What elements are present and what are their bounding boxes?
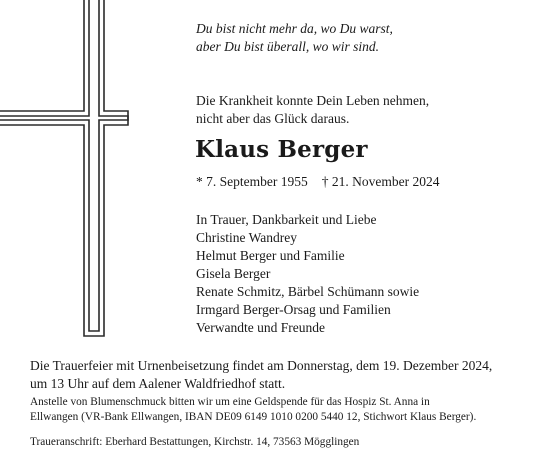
donation-info bbox=[30, 395, 476, 424]
motto-line-2: aber Du bist überall, wo wir sind. bbox=[196, 39, 380, 54]
mourner-item: Verwandte und Freunde bbox=[196, 320, 325, 335]
mourners-list bbox=[196, 211, 419, 337]
motto-line-1: Du bist nicht mehr da, wo Du warst, bbox=[196, 21, 393, 36]
motto-verse bbox=[196, 20, 393, 56]
ceremony-info bbox=[30, 357, 492, 393]
mourner-item: Irmgard Berger-Orsag und Familien bbox=[196, 302, 391, 317]
mourner-item: Christine Wandrey bbox=[196, 230, 298, 245]
quote-line-1: Die Krankheit konnte Dein Leben nehmen, bbox=[196, 93, 430, 108]
ceremony-line-2: um 13 Uhr auf dem Aalener Waldfriedhof statt. bbox=[30, 376, 286, 391]
mourner-item: Helmut Berger und Familie bbox=[196, 248, 345, 263]
mourner-item: Renate Schmitz, Bärbel Schümann sowie bbox=[196, 284, 420, 299]
double-line-cross-icon bbox=[0, 0, 130, 340]
death-date: † 21. November 2024 bbox=[321, 174, 440, 189]
mourners-intro: In Trauer, Dankbarkeit und Liebe bbox=[196, 212, 377, 227]
mourning-address: Traueranschrift: Eberhard Bestattungen, Kirchstr. 14, 73563 Mögglingen bbox=[30, 436, 360, 448]
life-dates bbox=[196, 173, 439, 191]
quote-line-2: nicht aber das Glück daraus. bbox=[196, 111, 350, 126]
donation-line-2: Ellwangen (VR-Bank Ellwangen, IBAN DE09 6149 1010 0200 5440 12, Stichwort Klaus Berger). bbox=[30, 410, 477, 423]
mourner-item: Gisela Berger bbox=[196, 266, 271, 281]
birth-date: * 7. September 1955 bbox=[196, 174, 308, 189]
quote-verse bbox=[196, 92, 429, 128]
deceased-name: Klaus Berger bbox=[195, 136, 368, 163]
ceremony-line-1: Die Trauerfeier mit Urnenbeisetzung findet am Donnerstag, dem 19. Dezember 2024, bbox=[30, 358, 493, 373]
donation-line-1: Anstelle von Blumenschmuck bitten wir um eine Geldspende für das Hospiz St. Anna in bbox=[30, 396, 430, 408]
